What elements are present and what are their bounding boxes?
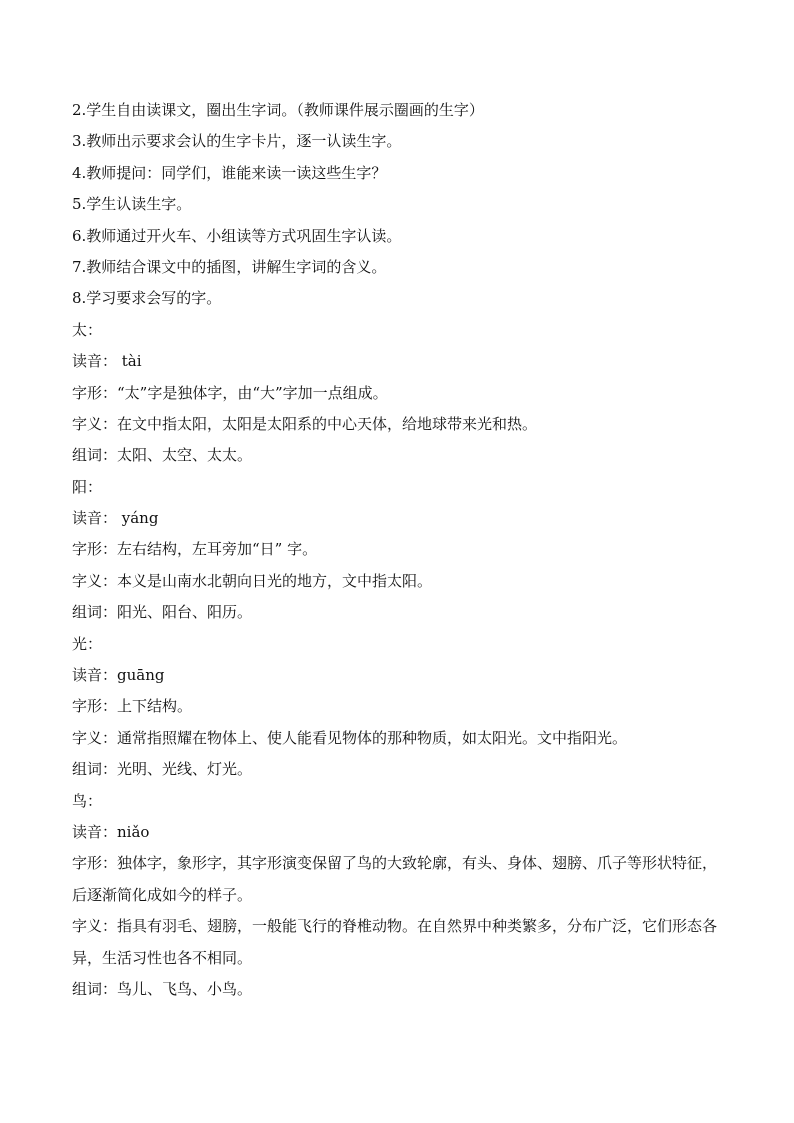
char-words-yang: 组词：阳光、阳台、阳历。 — [72, 603, 253, 622]
step-4: 4.教师提问：同学们，谁能来读一读这些生字？ — [72, 163, 387, 182]
step-5: 5.学生认读生字。 — [72, 195, 192, 214]
char-words-tai: 组词：太阳、太空、太太。 — [72, 446, 253, 465]
char-heading-yang: 阳： — [72, 477, 103, 496]
char-heading-guang: 光： — [72, 634, 103, 653]
char-words-guang: 组词：光明、光线、灯光。 — [72, 760, 253, 779]
char-reading-tai: 读音： tài — [72, 352, 142, 371]
step-7: 7.教师结合课文中的插图，讲解生字词的含义。 — [72, 257, 387, 276]
char-meaning-tai: 字义：在文中指太阳，太阳是太阳系的中心天体，给地球带来光和热。 — [72, 414, 538, 433]
char-heading-tai: 太： — [72, 320, 103, 339]
char-words-niao: 组词：鸟儿、飞鸟、小鸟。 — [72, 980, 253, 998]
char-reading-guang: 读音：guāng — [72, 666, 165, 685]
char-form-tai: 字形：“太”字是独体字，由“大”字加一点组成。 — [72, 383, 388, 402]
char-reading-niao: 读音：niǎo — [72, 822, 150, 841]
lesson-content — [72, 95, 732, 1005]
step-2: 2.学生自由读课文，圈出生字词。（教师课件展示圈画的生字） — [72, 101, 484, 119]
char-meaning-guang: 字义：通常指照耀在物体上、使人能看见物体的那种物质，如太阳光。文中指阳光。 — [72, 728, 628, 747]
char-heading-niao: 鸟： — [72, 791, 103, 810]
char-form-guang: 字形：上下结构。 — [72, 697, 193, 716]
char-meaning-yang: 字义：本义是山南水北朝向日光的地方，文中指太阳。 — [72, 571, 433, 590]
step-8: 8.学习要求会写的字。 — [72, 289, 222, 308]
char-form-niao: 字形：独体字，象形字，其字形演变保留了鸟的大致轮廓，有头、身体、翅膀、爪子等形状特征，后逐渐简化成如今的样子。 — [72, 854, 718, 904]
step-6: 6.教师通过开火车、小组读等方式巩固生字认读。 — [72, 226, 402, 245]
step-3: 3.教师出示要求会认的生字卡片，逐一认读生字。 — [72, 132, 402, 151]
char-reading-yang: 读音： yáng — [72, 509, 159, 528]
char-meaning-niao: 字义：指具有羽毛、翅膀，一般能飞行的脊椎动物。在自然界中种类繁多，分布广泛，它们形态各异，生活习性也各不相同。 — [72, 917, 718, 967]
char-form-yang: 字形：左右结构，左耳旁加“日” 字。 — [72, 540, 318, 559]
